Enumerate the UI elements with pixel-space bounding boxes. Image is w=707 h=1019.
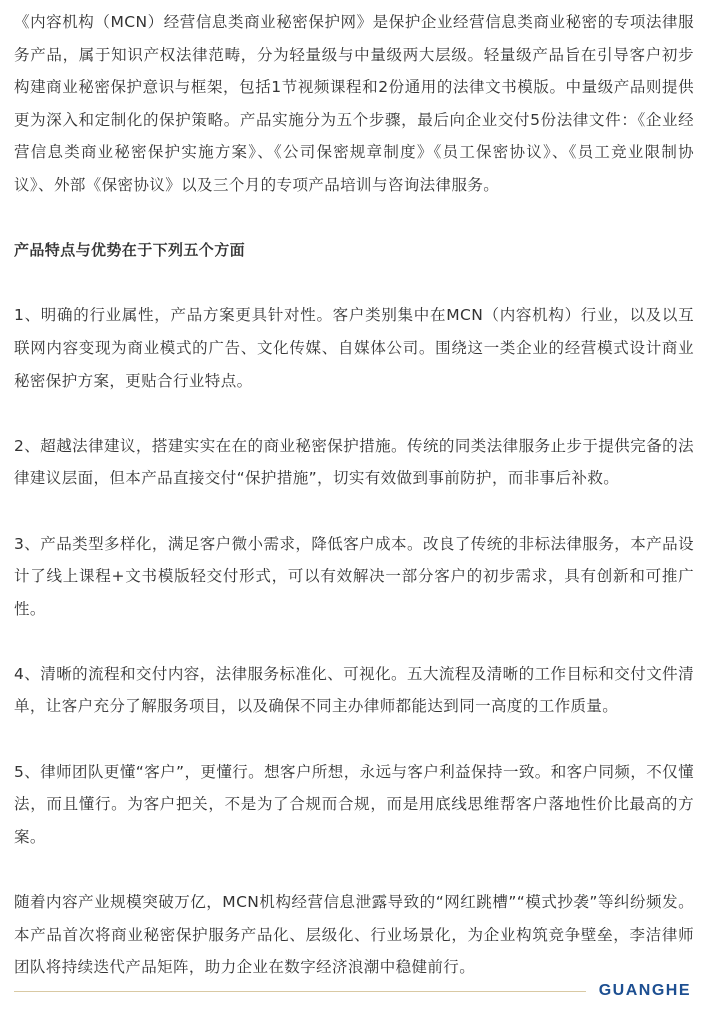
feature-paragraph-2: 2、超越法律建议，搭建实实在在的商业秘密保护措施。传统的同类法律服务止步于提供完备的法律建议层面，但本产品直接交付“保护措施”，切实有效做到事前防护，而非事后补救。	[14, 436, 694, 488]
closing-paragraph: 随着内容产业规模突破万亿，MCN机构经营信息泄露导致的“网红跳槽”“模式抄袭”等纠纷频发。本产品首次将商业秘密保护服务产品化、层级化、行业场景化，为企业构筑竞争壁垒，李洁律师团队将持续迭代产品矩阵，助力企业在数字经济浪潮中稳健前行。	[14, 893, 694, 977]
article-body	[14, 6, 694, 984]
spacer	[14, 495, 694, 528]
feature-paragraph-1: 1、明确的行业属性，产品方案更具针对性。客户类别集中在MCN（内容机构）行业，以及以互联网内容变现为商业模式的广告、文化传媒、自媒体公司。围绕这一类企业的经营模式设计商业秘密保护方案，更贴合行业特点。	[14, 306, 694, 390]
spacer	[14, 723, 694, 756]
feature-paragraph-4: 4、清晰的流程和交付内容，法律服务标准化、可视化。五大流程及清晰的工作目标和交付文件清单，让客户充分了解服务项目，以及确保不同主办律师都能达到同一高度的工作质量。	[14, 664, 694, 716]
brand-logo: GUANGHE	[598, 982, 691, 999]
footer	[14, 978, 691, 1004]
spacer	[14, 625, 694, 658]
features-heading: 产品特点与优势在于下列五个方面	[14, 241, 246, 260]
spacer	[14, 397, 694, 430]
intro-paragraph: 《内容机构（MCN）经营信息类商业秘密保护网》是保护企业经营信息类商业秘密的专项法律服务产品，属于知识产权法律范畴，分为轻量级与中量级两大层级。轻量级产品旨在引导客户初步构建商业秘密保护意识与框架，包括1节视频课程和2份通用的法律文书模版。中量级产品则提供更为深入和定制化的保护策略。产品实施分为五个步骤，最后向企业交付5份法律文件：《企业经营信息类商业秘密保护实施方案》、《公司保密规章制度》《员工保密协议》、《员工竞业限制协议》、外部《保密协议》以及三个月的专项产品培训与咨询法律服务。	[14, 13, 694, 194]
feature-paragraph-5: 5、律师团队更懂“客户”，更懂行。想客户所想，永远与客户利益保持一致。和客户同频，不仅懂法，而且懂行。为客户把关，不是为了合规而合规，而是用底线思维帮客户落地性价比最高的方案。	[14, 762, 694, 846]
feature-paragraph-3: 3、产品类型多样化，满足客户微小需求，降低客户成本。改良了传统的非标法律服务，本产品设计了线上课程+文书模版轻交付形式，可以有效解决一部分客户的初步需求，具有创新和可推广性。	[14, 534, 694, 618]
spacer	[14, 202, 694, 235]
footer-divider	[14, 991, 586, 992]
spacer	[14, 267, 694, 300]
spacer	[14, 853, 694, 886]
